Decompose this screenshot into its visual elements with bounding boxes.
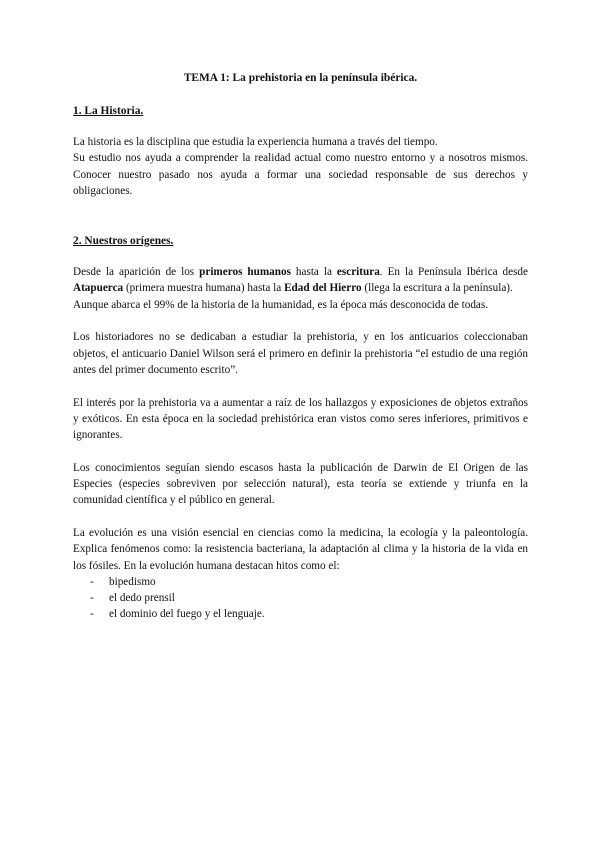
- text-run: hasta la: [290, 266, 337, 279]
- paragraph: Los historiadores no se dedicaban a estudiar la prehistoria, y en los anticuarios coleccionaban objetos, el anticuario Daniel Wilson será el primero en definir la prehistoria “el estudio de una región antes del primer documento escrito”.: [73, 331, 528, 376]
- section-heading-origenes: 2. Nuestros orígenes.: [73, 235, 174, 248]
- spacer: [73, 199, 528, 233]
- spacer: [73, 509, 528, 525]
- paragraph: La evolución es una visión esencial en ciencias como la medicina, la ecología y la paleontología. Explica fenómenos como: la resistencia bacteriana, la adaptación al clima y la historia de la vida en los fósiles. En la evolución humana destacan hitos como el:: [73, 526, 528, 572]
- list-item: [73, 606, 528, 622]
- paragraph: Aunque abarca el 99% de la historia de la humanidad, es la época más desconocida de todas.: [73, 298, 489, 311]
- document-content: [73, 70, 528, 623]
- bold-term: Atapuerca: [73, 282, 124, 295]
- section-heading-historia: 1. La Historia.: [73, 105, 144, 117]
- spacer: [73, 378, 528, 394]
- paragraph: Los conocimientos seguían siendo escasos hasta la publicación de Darwin de El Origen de las Especies (especies sobreviven por selección natural), esta teoría se extiende y triunfa en la comunidad científica y el público en general.: [73, 461, 528, 507]
- list-item: [73, 590, 528, 606]
- bold-term: Edad del Hierro: [284, 282, 362, 295]
- spacer: [73, 313, 528, 329]
- list-item-text: bipedismo: [109, 575, 156, 588]
- list-item: [73, 574, 528, 590]
- bold-term: escritura: [336, 266, 380, 279]
- dash-bullet: -: [90, 575, 94, 588]
- dash-bullet: -: [90, 592, 94, 605]
- bold-term: primeros humanos: [199, 266, 291, 279]
- milestone-list: [73, 574, 528, 623]
- paragraph: [73, 264, 528, 297]
- list-item-text: el dominio del fuego y el lenguaje.: [109, 608, 265, 621]
- dash-bullet: -: [90, 608, 94, 621]
- paragraph: Su estudio nos ayuda a comprender la realidad actual como nuestro entorno y a nosotros mismos. Conocer nuestro pasado nos ayuda a formar una sociedad responsable de sus derechos y obligaciones.: [73, 152, 528, 197]
- text-run: Desde la aparición de los: [73, 266, 200, 279]
- text-run: . En la Península Ibérica desde: [379, 266, 528, 279]
- text-run: (llega la escritura a la península).: [361, 282, 513, 295]
- paragraph: La historia es la disciplina que estudia la experiencia humana a través del tiempo.: [73, 136, 438, 148]
- list-item-text: el dedo prensil: [109, 592, 175, 605]
- spacer: [73, 443, 528, 459]
- paragraph: El interés por la prehistoria va a aumentar a raíz de los hallazgos y exposiciones de objetos extraños y exóticos. En esta época en la sociedad prehistórica eran vistos como seres inferiores, primitivos e ignorantes.: [73, 396, 528, 442]
- text-run: (primera muestra humana) hasta la: [123, 282, 285, 295]
- document-title: TEMA 1: La prehistoria en la península ibérica.: [183, 72, 418, 84]
